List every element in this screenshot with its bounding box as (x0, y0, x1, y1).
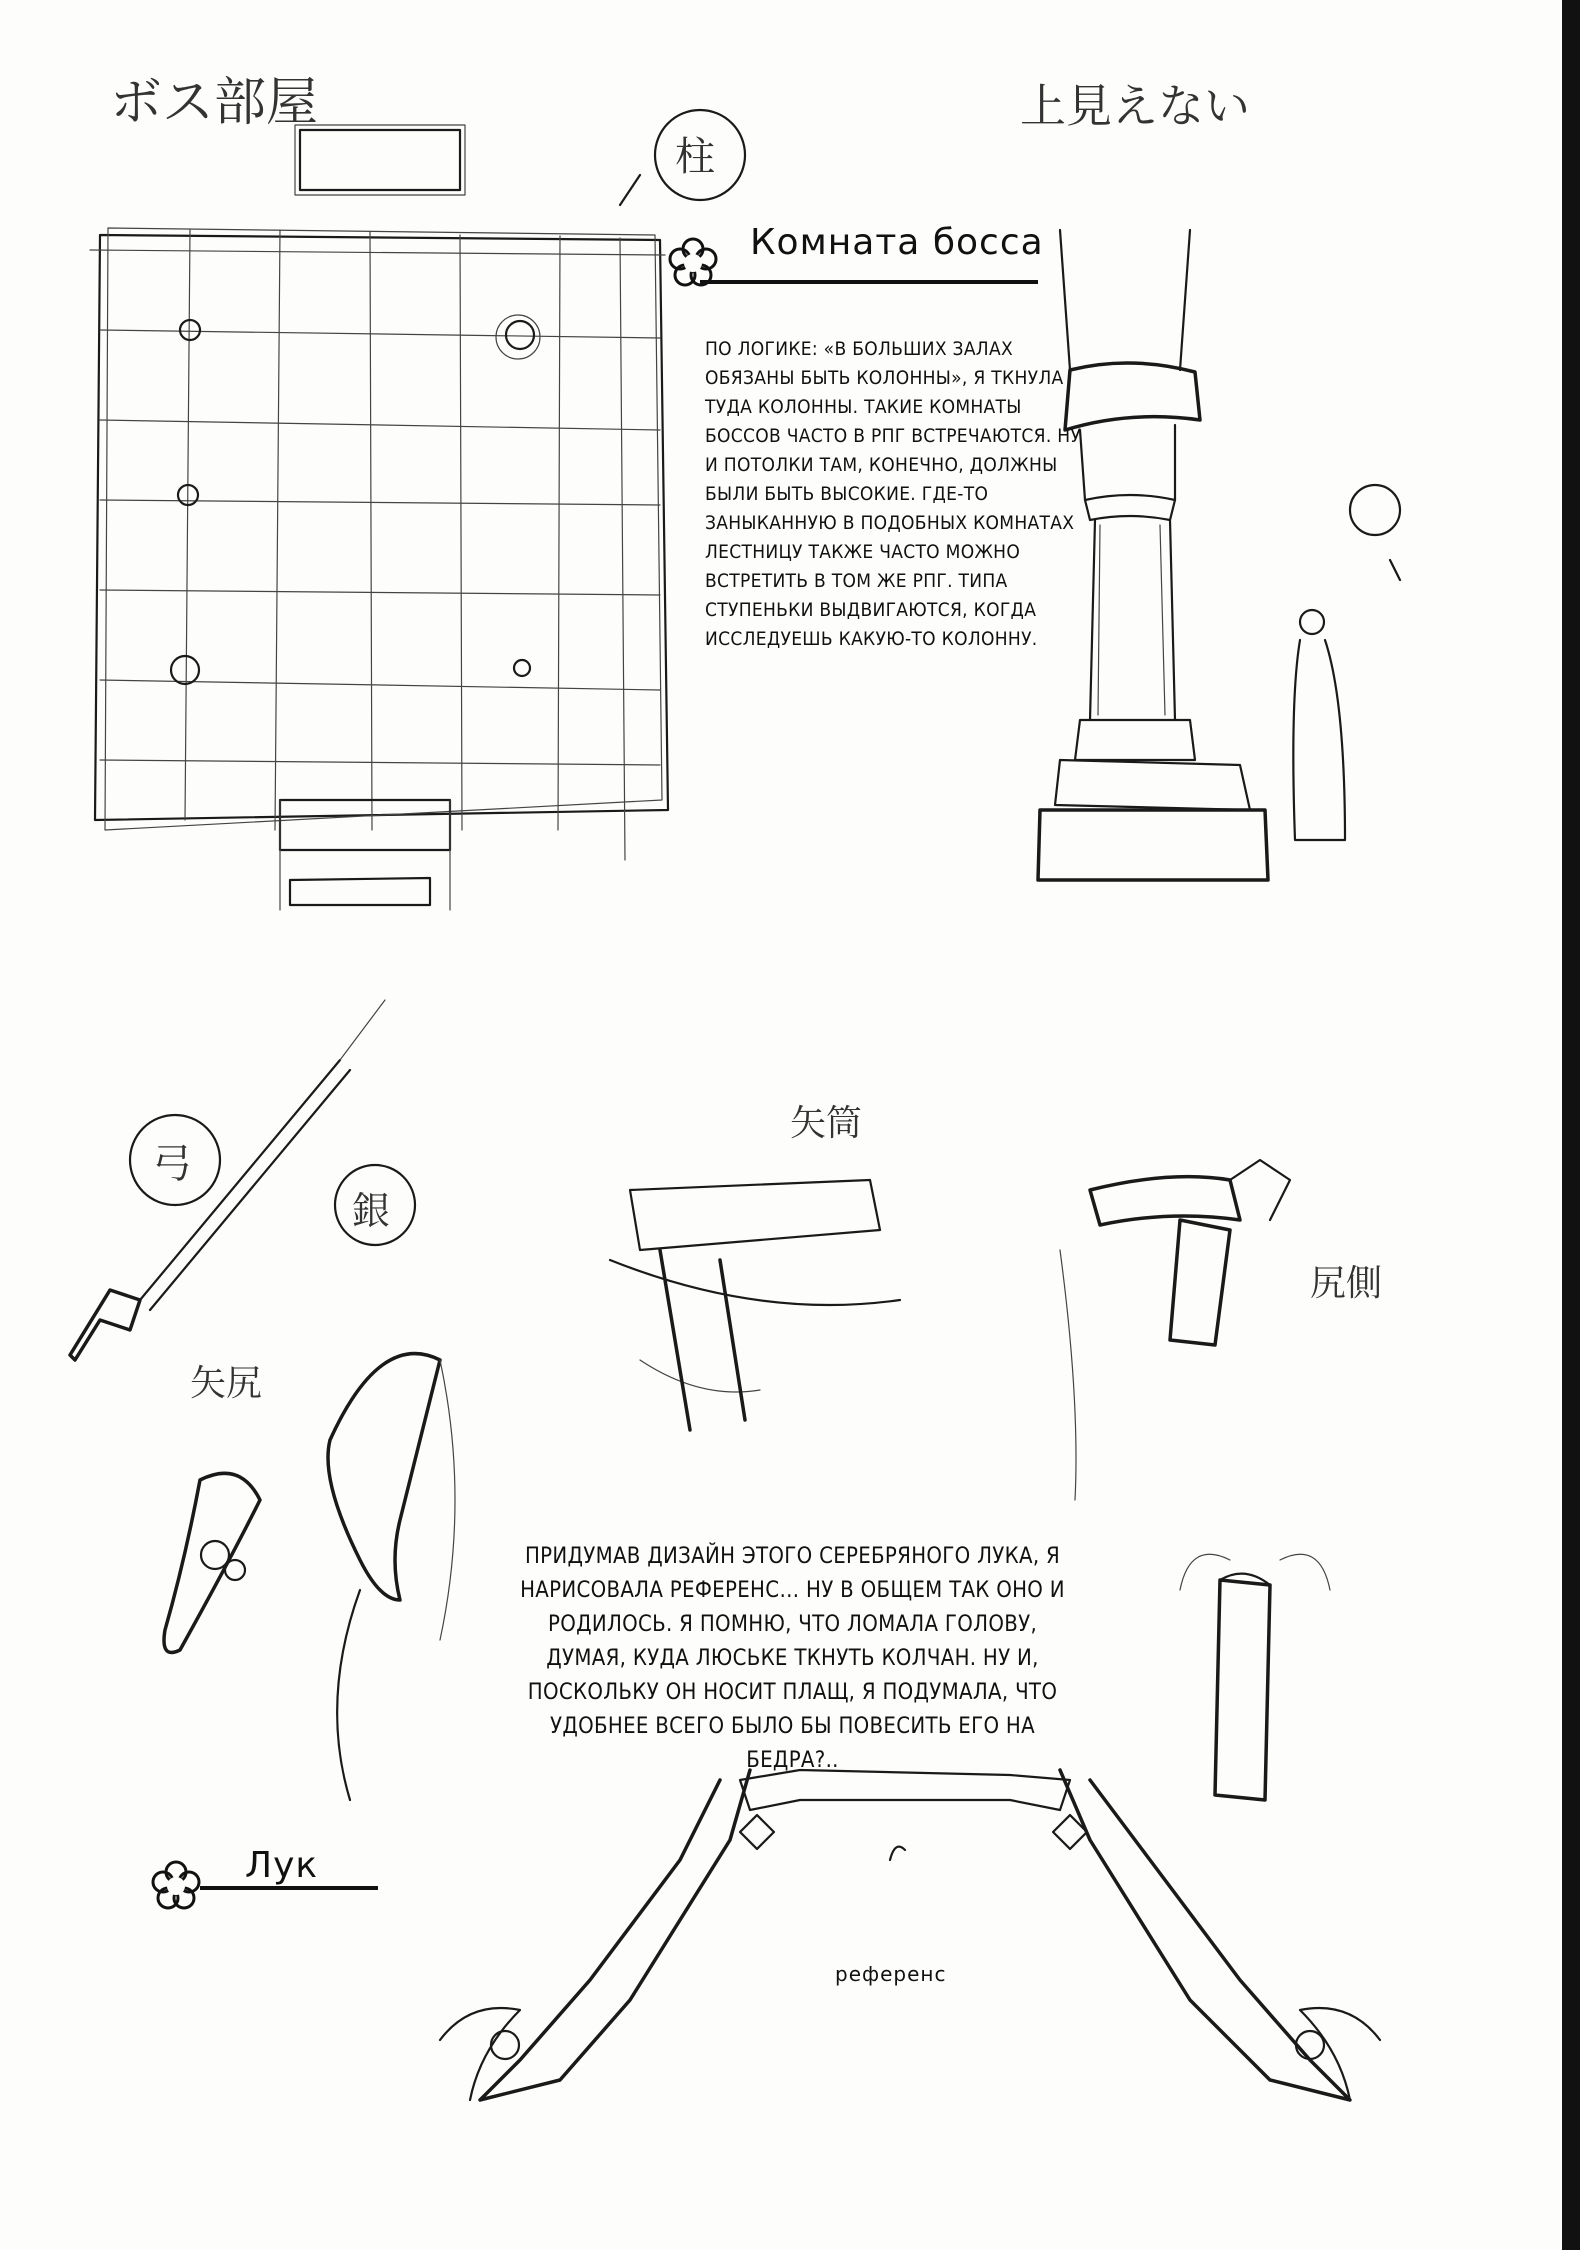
flower-icon (148, 1858, 204, 1914)
boss-room-title: Комната босса (750, 222, 1044, 263)
handwritten-pillar-note: 柱 (675, 134, 715, 180)
pillar-sketch (1038, 230, 1400, 880)
handwritten-silver-note: 銀 (352, 1189, 391, 1233)
boss-room-title-underline (700, 280, 1038, 284)
handwritten-bow-note: 弓 (152, 1141, 192, 1187)
reference-label: референс (835, 1962, 947, 1986)
bow-title-underline (200, 1886, 378, 1890)
handwritten-hip-note: 尻側 (1310, 1263, 1383, 1304)
bow-paragraph: ПРИДУМАВ ДИЗАЙН ЭТОГО СЕРЕБРЯНОГО ЛУКА, Я НАРИСОВАЛА РЕФЕРЕНС… НУ В ОБЩЕМ ТАК ОНО И РОДИЛОСЬ. Я ПОМНЮ, ЧТО ЛОМАЛА ГОЛОВУ, ДУМАЯ, КУДА ЛЮСЬКЕ ТКНУТЬ КОЛЧАН. НУ И, ПОСКОЛЬКУ ОН НОСИТ ПЛАЩ, Я ПОДУМАЛА, ЧТО УДОБНЕЕ ВСЕГО БЫЛО БЫ ПОВЕСИТЬ ЕГО НА БЕДРА?.. (520, 1544, 1065, 1773)
handwritten-ceiling-note: 上見えない (1020, 79, 1250, 133)
bow-title: Лук (245, 1845, 319, 1886)
boss-room-paragraph: ПО ЛОГИКЕ: «В БОЛЬШИХ ЗАЛАХ ОБЯЗАНЫ БЫТЬ КОЛОННЫ», Я ТКНУЛА ТУДА КОЛОННЫ. ТАКИЕ КОМНАТЫ БОССОВ ЧАСТО В РПГ ВСТРЕЧАЮТСЯ. НУ И ПОТОЛКИ ТАМ, КОНЕЧНО, ДОЛЖНЫ БЫЛИ БЫТЬ ВЫСОКИЕ. ГДЕ-ТО ЗАНЫКАННУЮ В ПОДОБНЫХ КОМНАТАХ ЛЕСТНИЦУ ТАКЖЕ ЧАСТО МОЖНО ВСТРЕТИТЬ В ТОМ ЖЕ РПГ. ТИПА СТУПЕНЬКИ ВЫДВИГАЮТСЯ, КОГДА ИССЛЕДУЕШЬ КАКУЮ-ТО КОЛОННУ. (705, 338, 1082, 650)
handwritten-quiver-note: 矢筒 (790, 1103, 863, 1144)
boss-room-floorplan-sketch (90, 110, 745, 910)
handwritten-boss-room-note: ボス部屋 (110, 73, 319, 133)
page-edge-border (1562, 0, 1580, 2250)
handwritten-arrowhead-note: 矢尻 (190, 1363, 263, 1404)
